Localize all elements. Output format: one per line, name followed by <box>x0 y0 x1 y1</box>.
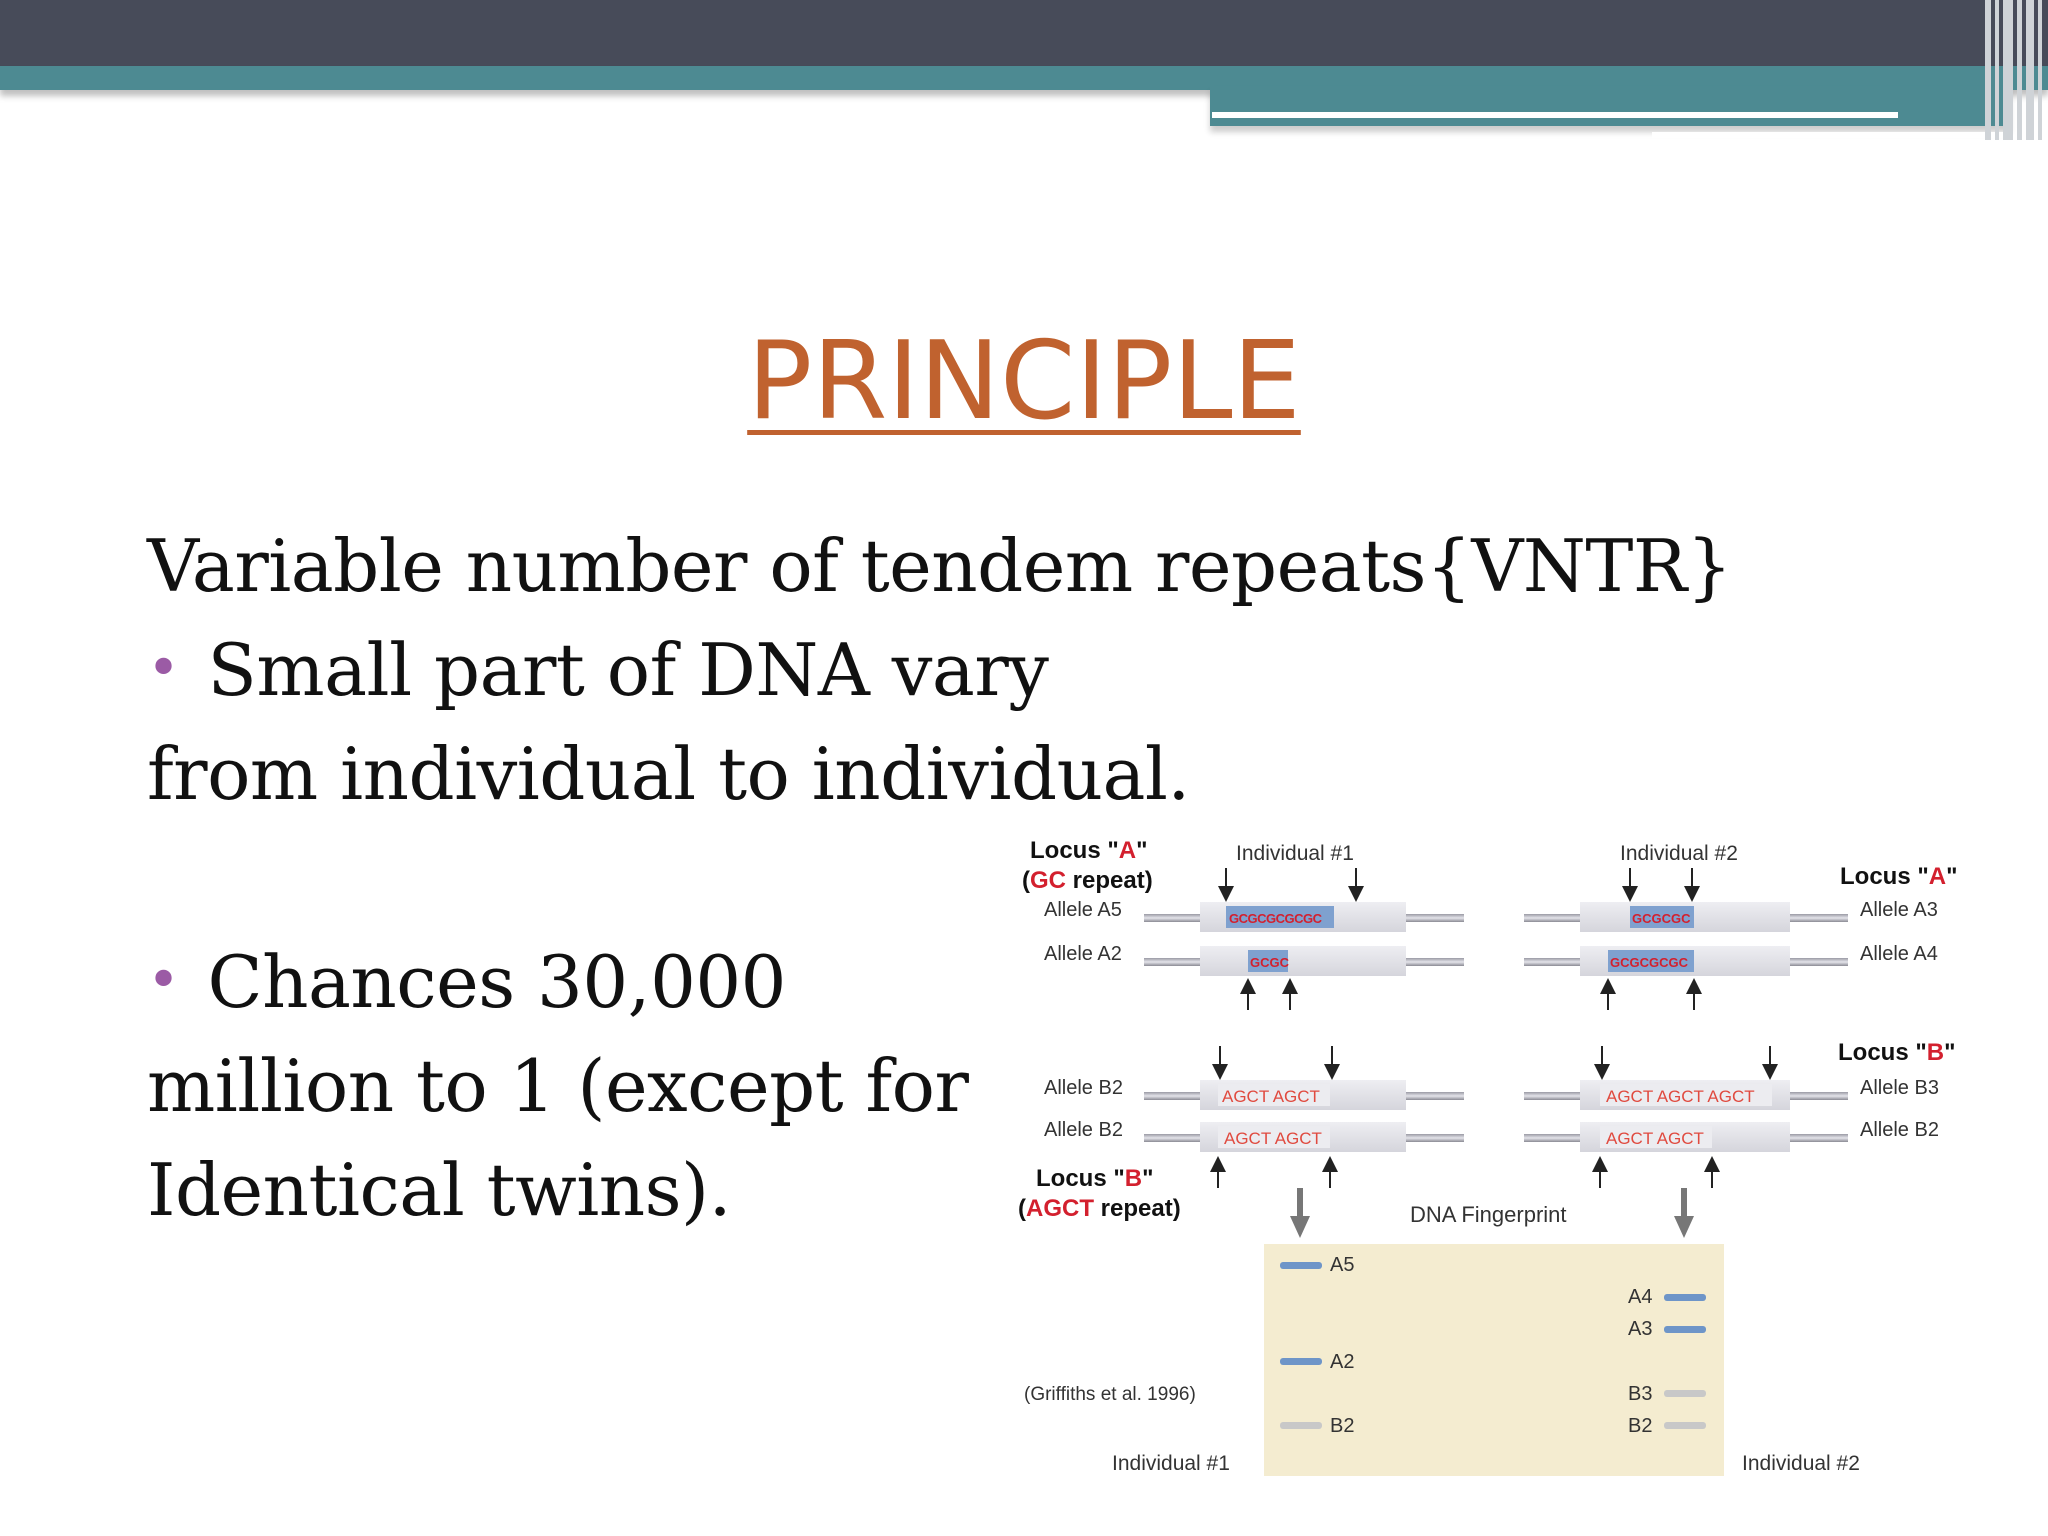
gc-repeat-block <box>1226 906 1334 928</box>
agct-repeat-block <box>1600 1084 1772 1106</box>
header-vertical-stripe <box>2038 0 2042 140</box>
agct-repeat-text: AGCT AGCT <box>1606 1129 1704 1148</box>
gel-band-b2-right <box>1664 1422 1706 1429</box>
gc-repeat-block <box>1248 950 1290 972</box>
gc-repeat-text: GCGCGC <box>1632 911 1691 926</box>
slide-title-text: PRINCIPLE <box>747 319 1301 444</box>
allele-a5-label: Allele A5 <box>1044 899 1122 921</box>
header-vertical-stripe <box>2003 0 2013 140</box>
band-label-b3: B3 <box>1628 1383 1653 1405</box>
gel-band-b3 <box>1664 1390 1706 1397</box>
slide-title <box>0 318 2048 446</box>
fingerprint-title: DNA Fingerprint <box>1410 1202 1567 1227</box>
band-label-b2-right: B2 <box>1628 1415 1653 1437</box>
band-label-a5: A5 <box>1330 1254 1355 1276</box>
gel-band-a5 <box>1280 1262 1322 1269</box>
bullet-item-text: Chances 30,000 <box>207 940 786 1024</box>
bullet-item <box>147 618 1048 729</box>
allele-a2-label: Allele A2 <box>1044 943 1122 965</box>
agct-repeat-block <box>1218 1126 1330 1148</box>
body-line <box>147 1034 968 1138</box>
locus-a-repeat-label: (GC repeat) <box>1022 867 1153 894</box>
gel-band-b2-left <box>1280 1422 1322 1429</box>
restriction-fragment <box>1200 946 1406 976</box>
header-band-teal-extension <box>1210 86 2010 126</box>
body-line <box>147 514 1732 618</box>
band-label-a4: A4 <box>1628 1286 1653 1308</box>
bullet-item-text: Small part of DNA vary <box>207 628 1049 712</box>
gc-repeat-text: GCGCGCGC <box>1610 955 1688 970</box>
locus-a-label-right: Locus "A" <box>1840 863 1958 890</box>
gc-repeat-block <box>1630 906 1694 928</box>
allele-b2-label-right: Allele B2 <box>1860 1119 1939 1141</box>
header-vertical-stripe <box>2017 0 2022 140</box>
body-line-text: million to 1 (except for <box>147 1044 969 1128</box>
bullet-icon: • <box>147 948 180 1013</box>
allele-b3-label: Allele B3 <box>1860 1077 1939 1099</box>
allele-a3-label: Allele A3 <box>1860 899 1938 921</box>
body-line <box>147 1138 731 1242</box>
header-accent-line <box>1652 132 2010 138</box>
allele-b2-label: Allele B2 <box>1044 1077 1123 1099</box>
individual-2-footer: Individual #2 <box>1742 1452 1860 1475</box>
header-vertical-stripe <box>1985 0 1991 140</box>
individual-1-footer: Individual #1 <box>1112 1452 1230 1475</box>
header-band-dark <box>0 0 2048 66</box>
gel-band-a2 <box>1280 1358 1322 1365</box>
band-label-b2-left: B2 <box>1330 1415 1355 1437</box>
body-line-text: Identical twins). <box>147 1148 732 1232</box>
bullet-icon: • <box>147 636 180 701</box>
body-line-text: from individual to individual. <box>147 732 1190 816</box>
flow-arrow <box>1290 1188 1310 1238</box>
individual-2-header: Individual #2 <box>1620 842 1738 865</box>
individual-1-header: Individual #1 <box>1236 842 1354 865</box>
gc-repeat-text: GCGC <box>1250 955 1289 970</box>
dna-fingerprint-figure <box>1000 824 2000 1492</box>
agct-repeat-block <box>1600 1126 1712 1148</box>
gel-band-a3 <box>1664 1326 1706 1333</box>
header-vertical-stripe <box>1995 0 1999 140</box>
agct-repeat-text: AGCT AGCT <box>1224 1129 1322 1148</box>
flow-arrow <box>1674 1188 1694 1238</box>
gc-repeat-block <box>1608 950 1694 972</box>
agct-repeat-text: AGCT AGCT <box>1222 1087 1320 1106</box>
allele-a4-label: Allele A4 <box>1860 943 1938 965</box>
locus-b-label: Locus "B" <box>1036 1165 1154 1192</box>
gel-band-a4 <box>1664 1294 1706 1301</box>
locus-b-repeat-label: (AGCT repeat) <box>1018 1195 1181 1222</box>
band-label-a3: A3 <box>1628 1318 1653 1340</box>
body-line-text: Variable number of tendem repeats{VNTR} <box>147 524 1732 608</box>
bullet-item <box>147 930 786 1041</box>
agct-repeat-block <box>1218 1084 1330 1106</box>
header-accent-line <box>1212 112 1898 118</box>
locus-b-label-right: Locus "B" <box>1838 1039 1956 1066</box>
citation: (Griffiths et al. 1996) <box>1024 1384 1196 1405</box>
header-vertical-stripe <box>2026 0 2034 140</box>
body-line <box>147 722 1190 826</box>
locus-a-label: Locus "A" <box>1030 837 1148 864</box>
band-label-a2: A2 <box>1330 1351 1355 1373</box>
allele-b2-label: Allele B2 <box>1044 1119 1123 1141</box>
agct-repeat-text: AGCT AGCT AGCT <box>1606 1087 1755 1106</box>
gc-repeat-text: GCGCGCGCGC <box>1229 911 1322 926</box>
